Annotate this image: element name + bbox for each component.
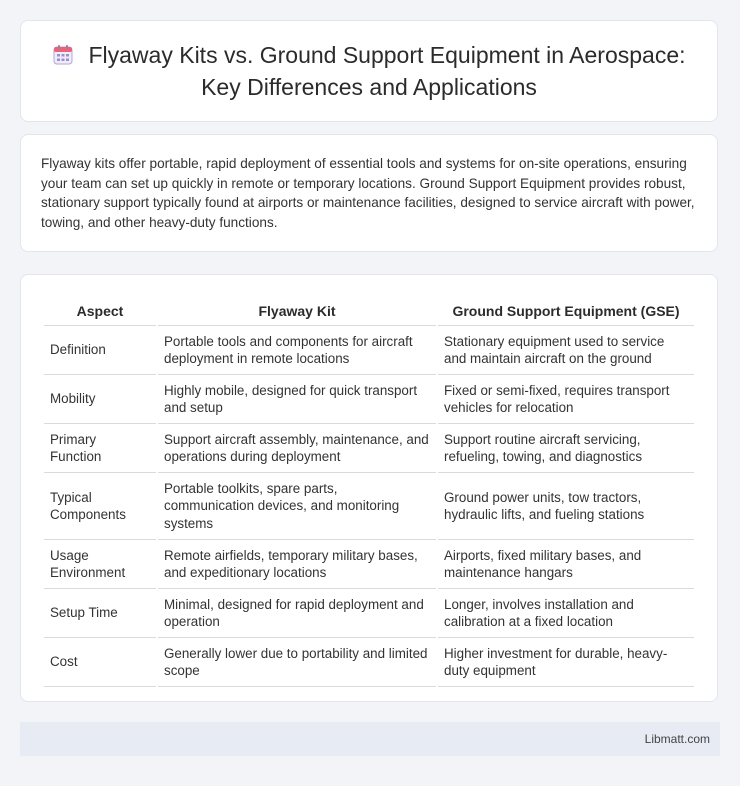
header-flyaway-kit: Flyaway Kit [158,293,436,326]
page-title [21,41,717,102]
row-aspect: Primary Function [44,424,156,473]
row-gse: Fixed or semi-fixed, requires transport vehicles for relocation [438,375,694,424]
row-flyaway-kit: Portable tools and components for aircraft deployment in remote locations [158,326,436,375]
table-header-row [44,293,694,326]
row-aspect: Definition [44,326,156,375]
header-aspect: Aspect [44,293,156,326]
row-aspect: Mobility [44,375,156,424]
row-gse: Support routine aircraft servicing, refueling, towing, and diagnostics [438,424,694,473]
comparison-table [42,293,696,687]
row-flyaway-kit: Highly mobile, designed for quick transport and setup [158,375,436,424]
table-row [44,326,694,375]
row-flyaway-kit: Minimal, designed for rapid deployment and operation [158,589,436,638]
comparison-card [20,274,718,702]
row-gse: Ground power units, tow tractors, hydraulic lifts, and fueling stations [438,473,694,540]
intro-card [20,134,718,252]
row-gse: Longer, involves installation and calibration at a fixed location [438,589,694,638]
table-row [44,473,694,540]
row-aspect: Cost [44,638,156,687]
calendar-icon [52,44,74,73]
row-flyaway-kit: Portable toolkits, spare parts, communication devices, and monitoring systems [158,473,436,540]
header-gse: Ground Support Equipment (GSE) [438,293,694,326]
row-flyaway-kit: Generally lower due to portability and limited scope [158,638,436,687]
table-row [44,375,694,424]
footer-site-link[interactable]: Libmatt.com [644,732,710,746]
table-row [44,638,694,687]
row-gse: Higher investment for durable, heavy-duty equipment [438,638,694,687]
row-gse: Stationary equipment used to service and maintain aircraft on the ground [438,326,694,375]
table-row [44,540,694,589]
row-aspect: Typical Components [44,473,156,540]
row-flyaway-kit: Remote airfields, temporary military bases, and expeditionary locations [158,540,436,589]
title-card [20,20,718,122]
table-row [44,589,694,638]
footer-bar [20,722,720,756]
row-flyaway-kit: Support aircraft assembly, maintenance, and operations during deployment [158,424,436,473]
row-gse: Airports, fixed military bases, and maintenance hangars [438,540,694,589]
intro-paragraph: Flyaway kits offer portable, rapid deployment of essential tools and systems for on-site operations, ensuring your team can set up quickly in remote or temporary locations. Ground Support Equipment provides robust, stationary support typically found at airports or maintenance facilities, designed to service aircraft with power, towing, and other heavy-duty functions. [41,156,695,230]
row-aspect: Setup Time [44,589,156,638]
table-row [44,424,694,473]
page-title-text: Flyaway Kits vs. Ground Support Equipment in Aerospace: Key Differences and Applications [88,41,686,100]
row-aspect: Usage Environment [44,540,156,589]
